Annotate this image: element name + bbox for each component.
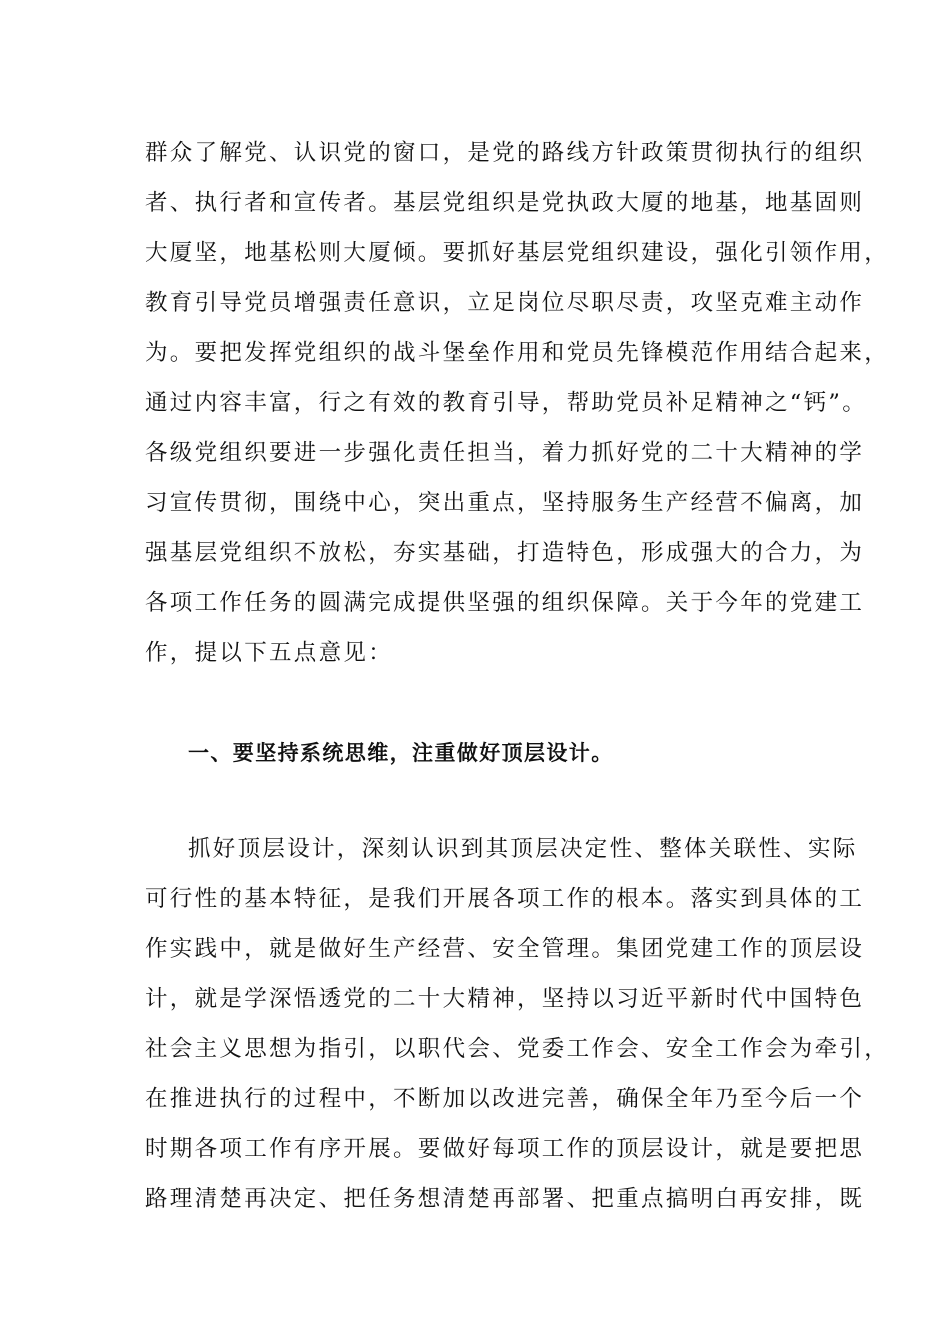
paragraph-line: 各级党组织要进一步强化责任担当，着力抓好党的二十大精神的学 xyxy=(145,440,865,466)
paragraph-line: 者、执行者和宣传者。基层党组织是党执政大厦的地基，地基固则 xyxy=(145,190,865,216)
paragraph-line: 教育引导党员增强责任意识，立足岗位尽职尽责，攻坚克难主动作 xyxy=(145,290,865,316)
paragraph-line: 路理清楚再决定、把任务想清楚再部署、把重点搞明白再安排，既 xyxy=(145,1186,865,1212)
paragraph-line: 各项工作任务的圆满完成提供坚强的组织保障。关于今年的党建工 xyxy=(145,590,865,616)
paragraph-line: 抓好顶层设计，深刻认识到其顶层决定性、整体关联性、实际 xyxy=(188,836,858,862)
paragraph-line: 作，提以下五点意见： xyxy=(145,640,394,666)
paragraph-line: 通过内容丰富，行之有效的教育引导，帮助党员补足精神之“钙”。 xyxy=(145,390,868,416)
section-heading: 一、要坚持系统思维，注重做好顶层设计。 xyxy=(188,741,614,765)
paragraph-line: 作实践中，就是做好生产经营、安全管理。集团党建工作的顶层设 xyxy=(145,936,865,962)
paragraph-line: 可行性的基本特征，是我们开展各项工作的根本。落实到具体的工 xyxy=(145,886,865,912)
paragraph-line: 群众了解党、认识党的窗口，是党的路线方针政策贯彻执行的组织 xyxy=(145,140,865,166)
paragraph-line: 为。要把发挥党组织的战斗堡垒作用和党员先锋模范作用结合起来， xyxy=(145,340,890,366)
paragraph-line: 计，就是学深悟透党的二十大精神，坚持以习近平新时代中国特色 xyxy=(145,986,865,1012)
paragraph-line: 在推进执行的过程中，不断加以改进完善，确保全年乃至今后一个 xyxy=(145,1086,865,1112)
paragraph-line: 强基层党组织不放松，夯实基础，打造特色，形成强大的合力，为 xyxy=(145,540,865,566)
paragraph-line: 时期各项工作有序开展。要做好每项工作的顶层设计，就是要把思 xyxy=(145,1136,865,1162)
paragraph-line: 大厦坚，地基松则大厦倾。要抓好基层党组织建设，强化引领作用， xyxy=(145,240,890,266)
paragraph-line: 习宣传贯彻，围绕中心，突出重点，坚持服务生产经营不偏离，加 xyxy=(145,490,865,516)
paragraph-line: 社会主义思想为指引，以职代会、党委工作会、安全工作会为牵引， xyxy=(145,1036,890,1062)
